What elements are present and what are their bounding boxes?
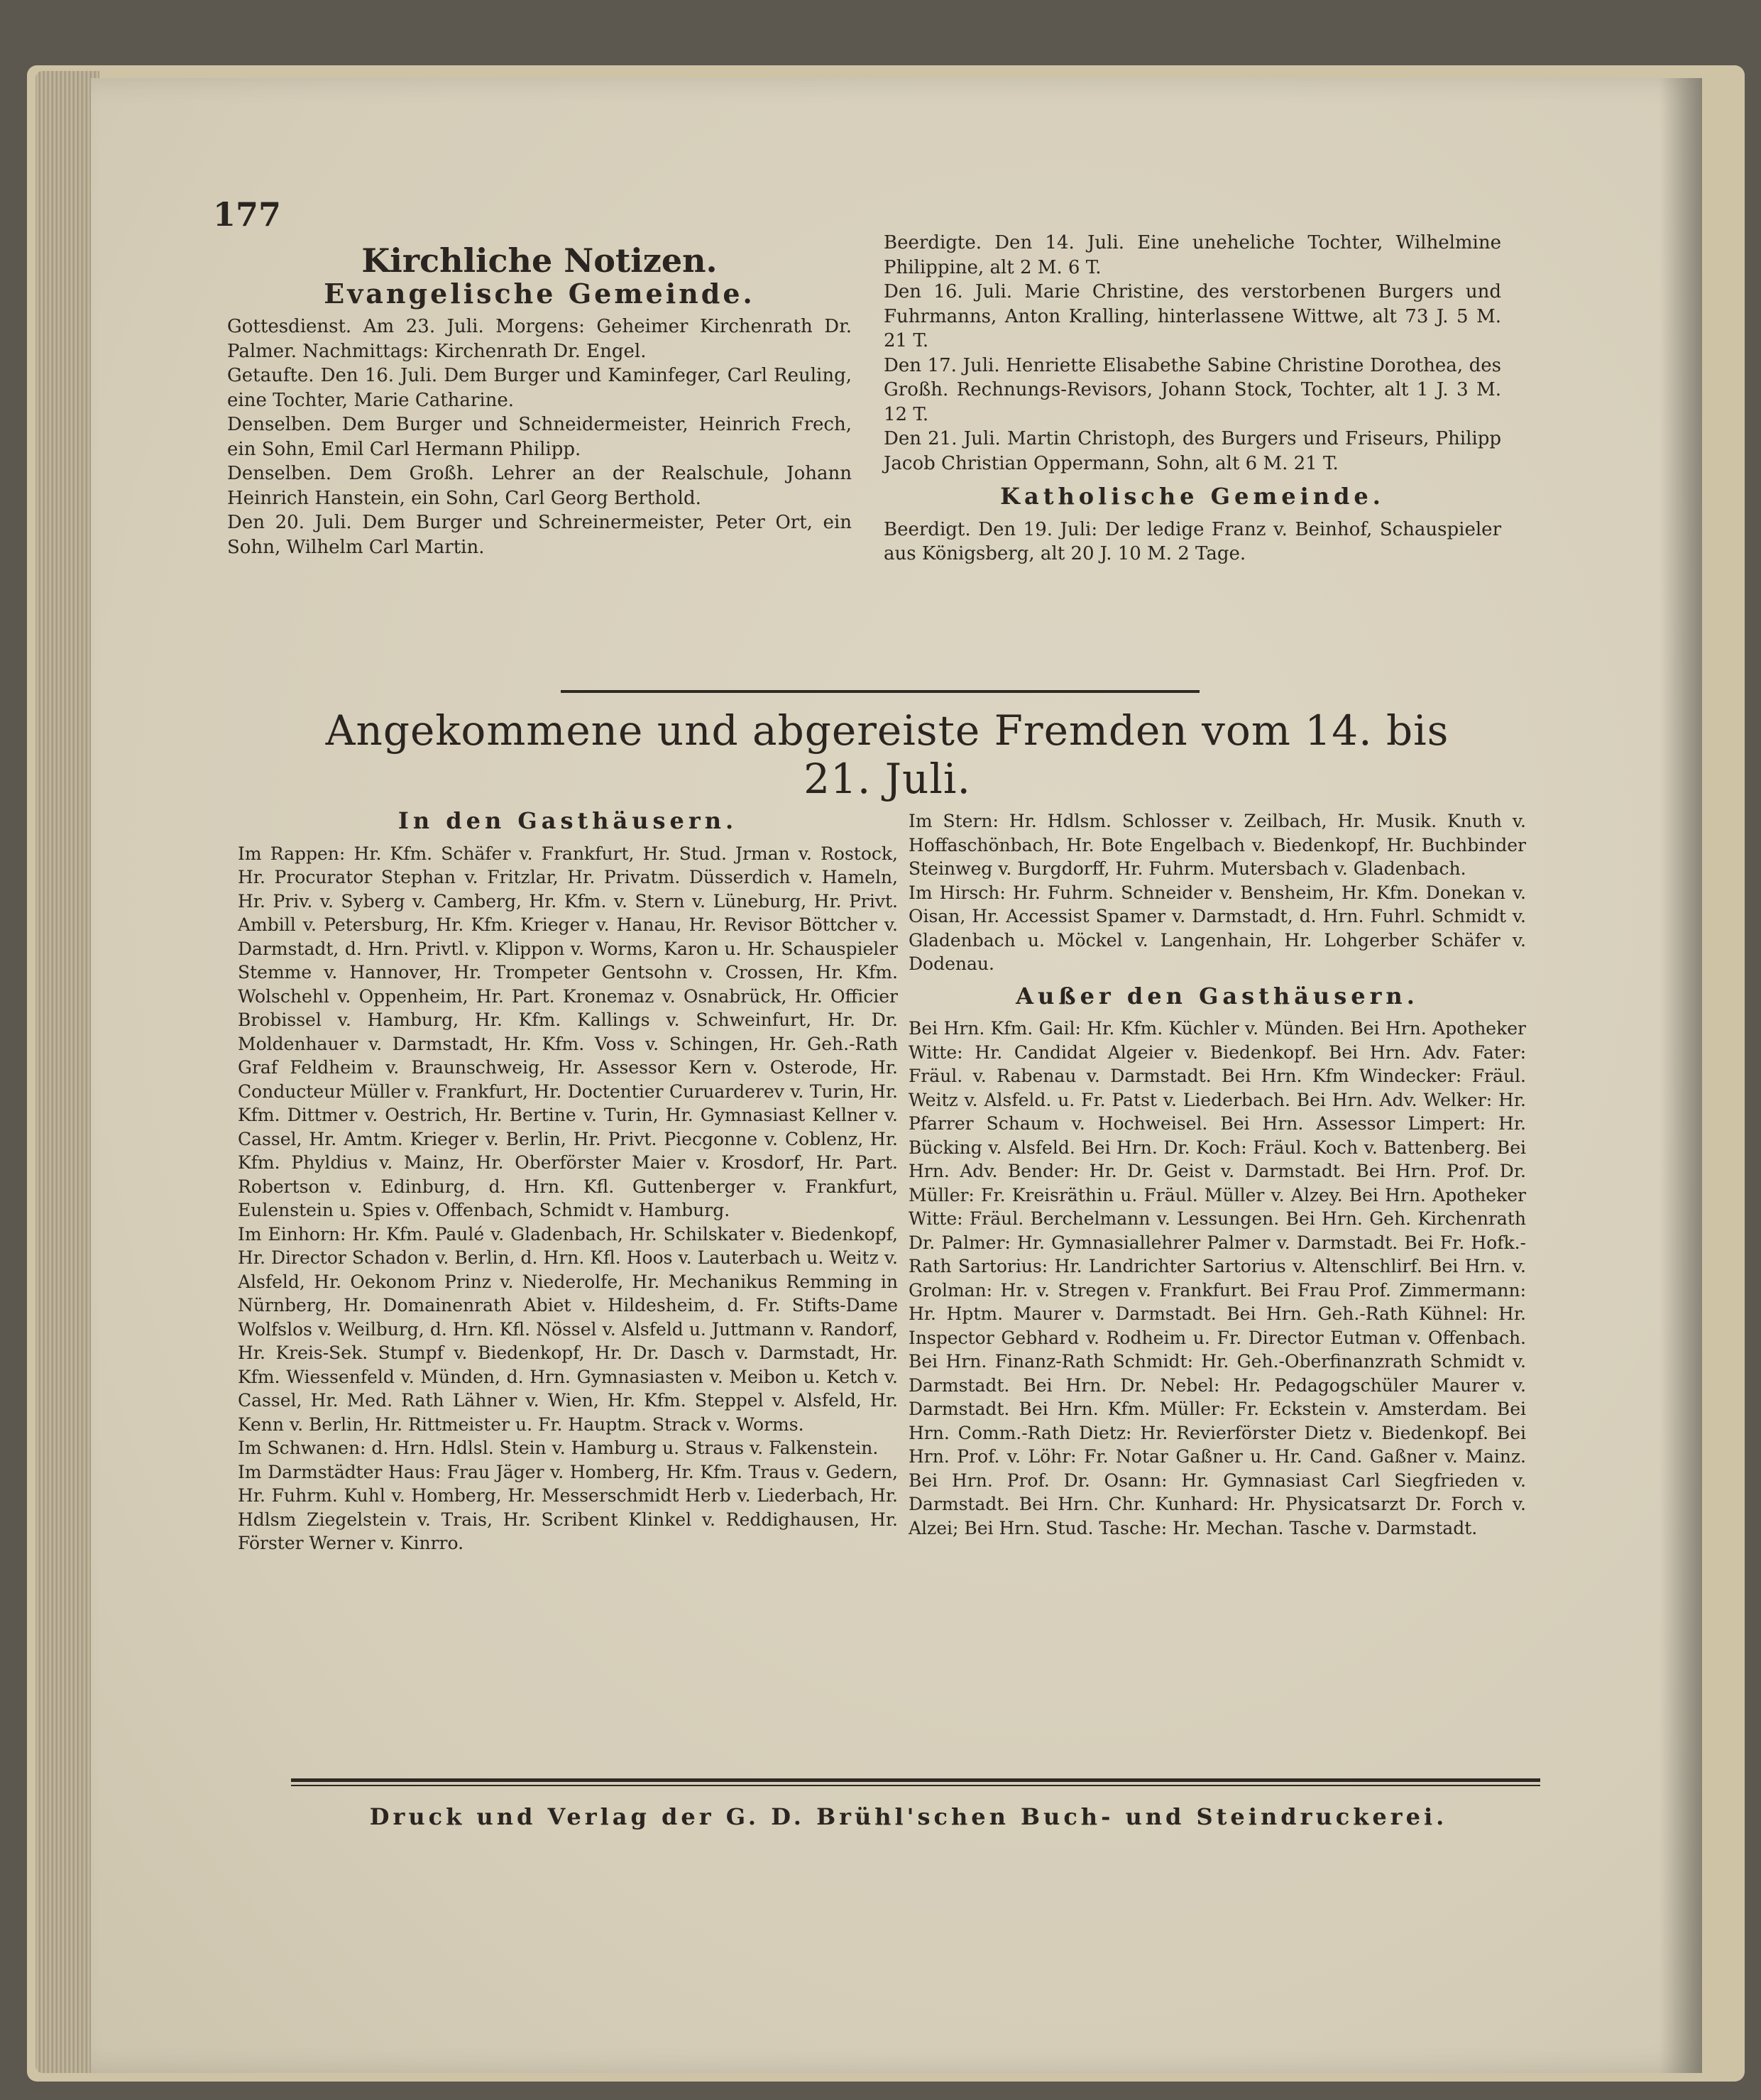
page-number: 177 bbox=[213, 195, 282, 234]
left-bottom-column bbox=[238, 809, 898, 1555]
notice-paragraph: Beerdigt. Den 19. Juli: Der ledige Franz v. Beinhof, Schauspieler aus Königsberg, alt 20 J. 10 M. 2 Tage. bbox=[884, 518, 1501, 564]
footer-rule-thin bbox=[291, 1785, 1540, 1786]
gutter-shadow bbox=[1659, 78, 1702, 2073]
footer-rule bbox=[291, 1778, 1540, 1782]
notice-paragraph: Den 16. Juli. Marie Christine, des verstorbenen Burgers und Fuhrmanns, Anton Kralling, hinterlassene Wittwe, alt 73 J. 5 M. 21 T. bbox=[884, 281, 1501, 351]
notice-paragraph: Den 20. Juli. Dem Burger und Schreinermeister, Peter Ort, ein Sohn, Wilhelm Carl Martin. bbox=[227, 512, 852, 558]
right-top-column bbox=[884, 231, 1501, 567]
inn-paragraph: Im Darmstädter Haus: Frau Jäger v. Homberg, Hr. Kfm. Traus v. Gedern, Hr. Fuhrm. Kuhl v. Homberg, Hr. Messerschmidt Herb v. Liederbach, Hr. Hdlsm Ziegelstein v. Trais, Hr. Scribent Klinkel v. Reddighausen, Hr. Förster Werner v. Kinrro. bbox=[238, 1461, 898, 1553]
left-top-column bbox=[227, 241, 852, 559]
notice-paragraph: Gottesdienst. Am 23. Juli. Morgens: Geheimer Kirchenrath Dr. Palmer. Nachmittags: Kirchenrath Dr. Engel. bbox=[227, 316, 852, 362]
outside-inns-heading: Außer den Gasthäusern. bbox=[1016, 982, 1419, 1010]
notice-paragraph: Beerdigte. Den 14. Juli. Eine uneheliche Tochter, Wilhelmine Philippine, alt 2 M. 6 T. bbox=[884, 232, 1501, 278]
notice-paragraph: Den 17. Juli. Henriette Elisabethe Sabine Christine Dorothea, des Großh. Rechnungs-Revisors, Johann Stock, Tochter, alt 1 J. 3 M. 12 T. bbox=[884, 354, 1501, 425]
inns-heading: In den Gasthäusern. bbox=[397, 807, 738, 834]
notice-paragraph: Getaufte. Den 16. Juli. Dem Burger und Kaminfeger, Carl Reuling, eine Tochter, Marie Catharine. bbox=[227, 365, 852, 411]
section-divider bbox=[561, 690, 1200, 693]
notice-paragraph: Den 21. Juli. Martin Christoph, des Burgers und Friseurs, Philipp Jacob Christian Oppermann, Sohn, alt 6 M. 21 T. bbox=[884, 428, 1501, 474]
section-title: Kirchliche Notizen. bbox=[361, 241, 718, 280]
page-edges bbox=[35, 71, 99, 2073]
imprint: Druck und Verlag der G. D. Brühl'schen Buch- und Steindruckerei. bbox=[369, 1803, 1448, 1830]
inn-paragraph: Im Einhorn: Hr. Kfm. Paulé v. Gladenbach, Hr. Schilskater v. Biedenkopf, Hr. Director Schadon v. Berlin, d. Hrn. Kfl. Hoos v. Lauterbach u. Weitz v. Alsfeld, Hr. Oekonom Prinz v. Niederolfe, Hr. Mechanikus Remming in Nürnberg, Hr. Domainenrath Abiet v. Hildesheim, d. Fr. Stifts-Dame Wolfslos v. Weilburg, d. Hrn. Kfl. Nössel v. Alsfeld u. Juttmann v. Randorf, Hr. Kreis-Sek. Stumpf v. Biedenkopf, Hr. Dr. Dasch v. Darmstadt, Hr. Kfm. Wiessenfeld v. Münden, d. Hrn. Gymnasiasten v. Meibon u. Ketch v. Cassel, Hr. Med. Rath Lähner v. Wien, Hr. Kfm. Steppel v. Alsfeld, Hr. Kenn v. Berlin, Hr. Rittmeister u. Fr. Hauptm. Strack v. Worms. bbox=[238, 1223, 898, 1435]
right-bottom-column bbox=[909, 809, 1526, 1540]
private-guests-paragraph: Bei Hrn. Kfm. Gail: Hr. Kfm. Küchler v. Münden. Bei Hrn. Apotheker Witte: Hr. Candidat Algeier v. Biedenkopf. Bei Hrn. Adv. Fater: Fräul. v. Rabenau v. Darmstadt. Bei Hrn. Kfm Windecker: Fräul. Weitz v. Alsfeld. u. Fr. Patst v. Liederbach. Bei Hrn. Adv. Welker: Hr. Pfarrer Schaum v. Hochweisel. Bei Hrn. Assessor Limpert: Hr. Bücking v. Alsfeld. Bei Hrn. Dr. Koch: Fräul. Koch v. Battenberg. Bei Hrn. Adv. Bender: Hr. Dr. Geist v. Darmstadt. Bei Hrn. Prof. Dr. Müller: Fr. Kreisräthin u. Fräul. Müller v. Alzey. Bei Hrn. Apotheker Witte: Fräul. Berchelmann v. Lessungen. Bei Hrn. Geh. Kirchenrath Dr. Palmer: Hr. Gymnasiallehrer Palmer v. Darmstadt. Bei Fr. Hofk.-Rath Sartorius: Hr. Landrichter Sartorius v. Altenschlirf. Bei Hrn. v. Grolman: Hr. v. Stregen v. Frankfurt. Bei Frau Prof. Zimmermann: Hr. Hptm. Maurer v. Darmstadt. Bei Hrn. Geh.-Rath Kühnel: Hr. Inspector Gebhard v. Rodheim u. Fr. Director Eutman v. Offenbach. Bei Hrn. Finanz-Rath Schmidt: Hr. Geh.-Oberfinanzrath Schmidt v. Darmstadt. Bei Hrn. Dr. Nebel: Hr. Pedagogschüler Maurer v. Darmstadt. Bei Hrn. Kfm. Müller: Fr. Eckstein v. Amsterdam. Bei Hrn. Comm.-Rath Dietz: Hr. Revierförster Dietz v. Biedenkopf. Bei Hrn. Prof. v. Löhr: Fr. Notar Gaßner u. Hr. Cand. Gaßner v. Mainz. Bei Hrn. Prof. Dr. Osann: Hr. Gymnasiast Carl Siegfrieden v. Darmstadt. Bei Hrn. Chr. Kunhard: Hr. Physicatsarzt Dr. Forch v. Alzei; Bei Hrn. Stud. Tasche: Hr. Mechan. Tasche v. Darmstadt. bbox=[909, 1018, 1526, 1538]
notice-paragraph: Denselben. Dem Großh. Lehrer an der Realschule, Johann Heinrich Hanstein, ein Sohn, Carl Georg Berthold. bbox=[227, 463, 852, 509]
inn-paragraph: Im Stern: Hr. Hdlsm. Schlosser v. Zeilbach, Hr. Musik. Knuth v. Hoffaschönbach, Hr. Bote Engelbach v. Biedenkopf, Hr. Buchbinder Steinweg v. Burgdorff, Hr. Fuhrm. Mutersbach v. Gladenbach. bbox=[909, 811, 1526, 879]
inn-paragraph: Im Schwanen: d. Hrn. Hdlsl. Stein v. Hamburg u. Straus v. Falkenstein. bbox=[238, 1438, 879, 1458]
main-heading: Angekommene und abgereiste Fremden vom 14. bis 21. Juli. bbox=[325, 706, 1449, 803]
section-subtitle: Evangelische Gemeinde. bbox=[324, 277, 755, 310]
inn-paragraph: Im Hirsch: Hr. Fuhrm. Schneider v. Bensheim, Hr. Kfm. Donekan v. Oisan, Hr. Accessist Spamer v. Darmstadt, d. Hrn. Fuhrl. Schmidt v. Gladenbach u. Möckel v. Langenhain, Hr. Lohgerber Schäfer v. Dodenau. bbox=[909, 882, 1526, 974]
notice-paragraph: Denselben. Dem Burger und Schneidermeister, Heinrich Frech, ein Sohn, Emil Carl Hermann Philipp. bbox=[227, 414, 852, 460]
inn-paragraph: Im Rappen: Hr. Kfm. Schäfer v. Frankfurt, Hr. Stud. Jrman v. Rostock, Hr. Procurator Stephan v. Fritzlar, Hr. Privatm. Düsserdich v. Hameln, Hr. Priv. v. Syberg v. Camberg, Hr. Kfm. v. Stern v. Lüneburg, Hr. Privt. Ambill v. Petersburg, Hr. Kfm. Krieger v. Hanau, Hr. Revisor Böttcher v. Darmstadt, d. Hrn. Privtl. v. Klippon v. Worms, Karon u. Hr. Schauspieler Stemme v. Hannover, Hr. Trompeter Gentsohn v. Crossen, Hr. Kfm. Wolschehl v. Oppenheim, Hr. Part. Kronemaz v. Osnabrück, Hr. Officier Brobissel v. Hamburg, Hr. Kfm. Kallings v. Schweinfurt, Hr. Dr. Moldenhauer v. Darmstadt, Hr. Kfm. Voss v. Schingen, Hr. Geh.-Rath Graf Feldheim v. Braunschweig, Hr. Assessor Kern v. Osterode, Hr. Conducteur Müller v. Frankfurt, Hr. Doctentier Curuarderev v. Turin, Hr. Kfm. Dittmer v. Oestrich, Hr. Bertine v. Turin, Hr. Gymnasiast Kellner v. Cassel, Hr. Amtm. Krieger v. Berlin, Hr. Privt. Piecgonne v. Coblenz, Hr. Kfm. Phyldius v. Mainz, Hr. Oberförster Maier v. Krosdorf, Hr. Part. Robertson v. Edinburg, d. Hrn. Kfl. Guttenberger v. Frankfurt, Eulenstein u. Spies v. Offenbach, Schmidt v. Hamburg. bbox=[238, 843, 898, 1220]
catholic-heading: Katholische Gemeinde. bbox=[1000, 483, 1385, 510]
